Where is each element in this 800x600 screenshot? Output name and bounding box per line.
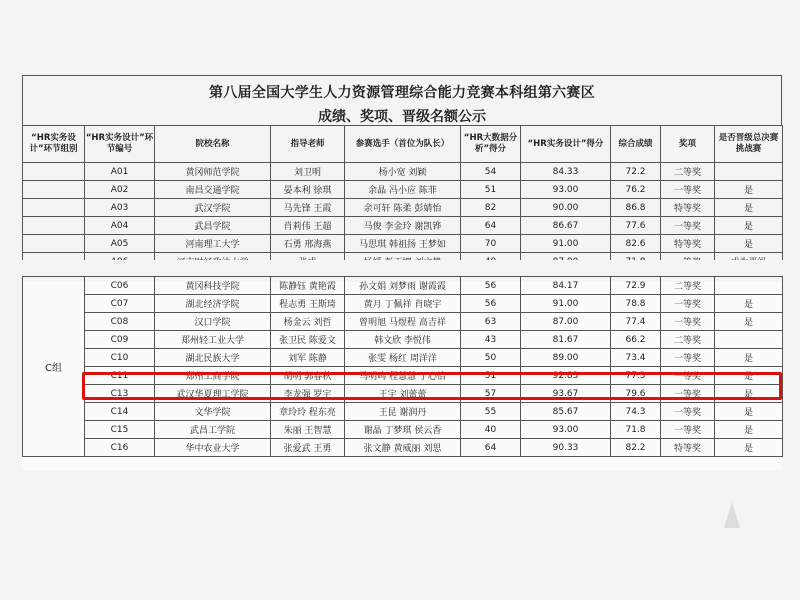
table-title (22, 75, 782, 125)
cell-number: A03 (85, 199, 155, 217)
cell-award: 特等奖 (661, 439, 715, 457)
cell-bigdata-score: 64 (461, 439, 521, 457)
cell-number: C13 (85, 385, 155, 403)
cell-bigdata-score: 57 (461, 385, 521, 403)
cell-group (23, 181, 85, 199)
cell-number: A04 (85, 217, 155, 235)
cell-number: C09 (85, 331, 155, 349)
cell-advance: 是 (715, 349, 783, 367)
cell-practice-score: 93.00 (521, 181, 611, 199)
table-row (23, 349, 783, 367)
cell-advance: 是 (715, 403, 783, 421)
cell-advisor: 张卫民 陈爱文 (271, 331, 345, 349)
cell-players: 马俊 李金玲 谢凯铧 (345, 217, 461, 235)
cell-number: C16 (85, 439, 155, 457)
table-row (23, 421, 783, 439)
cell-number: A01 (85, 163, 155, 181)
cell-practice-score: 89.00 (521, 349, 611, 367)
cell-total-score: 66.2 (611, 331, 661, 349)
cell-number: A02 (85, 181, 155, 199)
cell-advance: 是 (715, 367, 783, 385)
cell-award: 一等奖 (661, 385, 715, 403)
cell-advisor: 胡明 郭春秋 (271, 367, 345, 385)
cell-number: C15 (85, 421, 155, 439)
header-row (23, 126, 783, 163)
cell-advance: 是 (715, 439, 783, 457)
cell-award: 二等奖 (661, 163, 715, 181)
table-row (23, 313, 783, 331)
cell-group (23, 235, 85, 253)
cell-bigdata-score: 51 (461, 367, 521, 385)
cell-advisor: 陈静钰 黄艳霞 (271, 277, 345, 295)
cell-bigdata-score: 82 (461, 199, 521, 217)
cell-bigdata-score: 64 (461, 217, 521, 235)
cell-school: 武汉学院 (155, 199, 271, 217)
cell-group (23, 163, 85, 181)
cell-advance: 是 (715, 217, 783, 235)
cell-players: 韩文欣 李悦伟 (345, 331, 461, 349)
cell-total-score: 72.2 (611, 163, 661, 181)
cell-advisor: 程志勇 王斯琦 (271, 295, 345, 313)
cell-players: 王昆 谢润丹 (345, 403, 461, 421)
cell-total-score: 76.2 (611, 181, 661, 199)
table-row (23, 163, 783, 181)
cell-players: 黄月 丁佩祥 肖晓宇 (345, 295, 461, 313)
cell-advance (715, 277, 783, 295)
header-advance: 是否晋级总决赛挑战赛 (715, 126, 783, 163)
cell-award: 一等奖 (661, 403, 715, 421)
header-advisor: 指导老师 (271, 126, 345, 163)
cell-number: C08 (85, 313, 155, 331)
cell-school: 武汉华夏理工学院 (155, 385, 271, 403)
cell-bigdata-score: 55 (461, 403, 521, 421)
cell-players: 张雯 杨红 周洋洋 (345, 349, 461, 367)
table-row (23, 403, 783, 421)
table-row (23, 181, 783, 199)
cell-award: 一等奖 (661, 421, 715, 439)
cell-total-score: 86.8 (611, 199, 661, 217)
cell-school: 湖北民族大学 (155, 349, 271, 367)
lower-table-body (23, 277, 783, 457)
cell-advisor: 石勇 邢海燕 (271, 235, 345, 253)
cell-total-score: 79.6 (611, 385, 661, 403)
cell-total-score: 74.3 (611, 403, 661, 421)
cell-school: 河南理工大学 (155, 235, 271, 253)
cell-award: 一等奖 (661, 367, 715, 385)
highlight-box (82, 372, 782, 400)
cell-number: C07 (85, 295, 155, 313)
cell-total-score: 77.6 (611, 217, 661, 235)
cell-total-score: 71.8 (611, 421, 661, 439)
cell-advance: 是 (715, 295, 783, 313)
header-total-score: 综合成绩 (611, 126, 661, 163)
cell-total-score: 78.8 (611, 295, 661, 313)
cell-school: 文华学院 (155, 403, 271, 421)
cell-group (23, 199, 85, 217)
title-main: 第八届全国大学生人力资源管理综合能力竞赛本科组第六赛区 (208, 85, 596, 101)
cell-bigdata-score: 40 (461, 421, 521, 439)
watermark-icon (722, 500, 742, 530)
cell-award: 一等奖 (661, 181, 715, 199)
cell-total-score: 73.4 (611, 349, 661, 367)
cell-practice-score: 81.67 (521, 331, 611, 349)
cell-practice-score: 93.00 (521, 421, 611, 439)
results-table-upper (22, 75, 782, 260)
cell-practice-score: 85.67 (521, 403, 611, 421)
upper-table-body (23, 163, 783, 271)
cell-bigdata-score: 63 (461, 313, 521, 331)
cell-advance: 是 (715, 235, 783, 253)
header-players: 参赛选手（首位为队长） (345, 126, 461, 163)
cell-practice-score: 90.00 (521, 199, 611, 217)
region-group-cell: C组 (23, 277, 85, 457)
cell-award: 一等奖 (661, 313, 715, 331)
results-table (22, 125, 783, 271)
cell-practice-score: 84.17 (521, 277, 611, 295)
cell-players: 曾明旭 马煜程 高吉祥 (345, 313, 461, 331)
cell-players: 王宇 刘蕾蕾 (345, 385, 461, 403)
cell-practice-score: 87.00 (521, 313, 611, 331)
results-table-continued (22, 276, 783, 457)
cell-practice-score: 90.33 (521, 439, 611, 457)
table-row (23, 235, 783, 253)
cell-total-score: 72.9 (611, 277, 661, 295)
cell-school: 武昌工学院 (155, 421, 271, 439)
cell-advisor: 晏本利 徐琪 (271, 181, 345, 199)
cell-award: 特等奖 (661, 199, 715, 217)
cell-advance: 是 (715, 421, 783, 439)
cell-school: 华中农业大学 (155, 439, 271, 457)
cell-players: 余可轩 陈柔 彭婧怡 (345, 199, 461, 217)
header-practice-score: “HR实务设计”得分 (521, 126, 611, 163)
table-row (23, 199, 783, 217)
cell-school: 汉口学院 (155, 313, 271, 331)
cell-bigdata-score: 43 (461, 331, 521, 349)
cell-total-score: 77.4 (611, 313, 661, 331)
header-number: “HR实务设计”环节编号 (85, 126, 155, 163)
cell-school: 郑州轻工业大学 (155, 331, 271, 349)
cell-total-score: 82.2 (611, 439, 661, 457)
cell-advisor: 马先锋 王霞 (271, 199, 345, 217)
cell-number: C11 (85, 367, 155, 385)
cell-school: 南昌交通学院 (155, 181, 271, 199)
cell-award: 二等奖 (661, 277, 715, 295)
cell-bigdata-score: 50 (461, 349, 521, 367)
cell-award: 特等奖 (661, 235, 715, 253)
cell-advisor: 李龙强 罗宇 (271, 385, 345, 403)
cell-number: A05 (85, 235, 155, 253)
cell-award: 一等奖 (661, 349, 715, 367)
cell-number: C14 (85, 403, 155, 421)
cell-bigdata-score: 56 (461, 295, 521, 313)
cell-bigdata-score: 56 (461, 277, 521, 295)
cell-players: 马明鸣 程慧慧 丁心怡 (345, 367, 461, 385)
cell-advisor: 章玲玲 程东亮 (271, 403, 345, 421)
cell-total-score: 82.6 (611, 235, 661, 253)
cell-players: 谢晶 丁梦琪 侯云香 (345, 421, 461, 439)
cell-advance (715, 163, 783, 181)
cell-advisor: 杨金云 刘哲 (271, 313, 345, 331)
cell-school: 黄冈科技学院 (155, 277, 271, 295)
cell-advisor: 刘卫明 (271, 163, 345, 181)
cell-practice-score: 92.83 (521, 367, 611, 385)
table-row (23, 295, 783, 313)
cell-school: 黄冈师范学院 (155, 163, 271, 181)
cell-advance: 是 (715, 181, 783, 199)
cell-advance (715, 331, 783, 349)
cell-advance: 是 (715, 385, 783, 403)
header-group: “HR实务设计”环节组别 (23, 126, 85, 163)
cell-award: 二等奖 (661, 331, 715, 349)
cell-practice-score: 93.67 (521, 385, 611, 403)
cell-advisor: 朱丽 王智慧 (271, 421, 345, 439)
cell-school: 湖北经济学院 (155, 295, 271, 313)
cell-award: 一等奖 (661, 295, 715, 313)
cell-bigdata-score: 51 (461, 181, 521, 199)
cell-practice-score: 84.33 (521, 163, 611, 181)
table-row (23, 439, 783, 457)
header-school: 院校名称 (155, 126, 271, 163)
table-row (23, 331, 783, 349)
cell-award: 一等奖 (661, 217, 715, 235)
cell-practice-score: 91.00 (521, 295, 611, 313)
cell-number: C10 (85, 349, 155, 367)
cell-advisor: 张爱武 王勇 (271, 439, 345, 457)
cell-group (23, 217, 85, 235)
cell-bigdata-score: 70 (461, 235, 521, 253)
header-bigdata-score: “HR大数据分析”得分 (461, 126, 521, 163)
cell-players: 孙文娟 刘梦雨 谢霞霞 (345, 277, 461, 295)
cell-number: C06 (85, 277, 155, 295)
cell-practice-score: 91.00 (521, 235, 611, 253)
cell-advance: 是 (715, 313, 783, 331)
table-row (23, 217, 783, 235)
cell-players: 余晶 冯小应 陈菲 (345, 181, 461, 199)
cell-advisor: 刘军 陈静 (271, 349, 345, 367)
cell-practice-score: 86.67 (521, 217, 611, 235)
cell-bigdata-score: 54 (461, 163, 521, 181)
cell-school: 郑州工商学院 (155, 367, 271, 385)
cell-advance: 是 (715, 199, 783, 217)
title-sub: 成绩、奖项、晋级名额公示 (318, 109, 486, 125)
header-award: 奖项 (661, 126, 715, 163)
cell-total-score: 77.3 (611, 367, 661, 385)
cell-advisor: 肖莉伟 王超 (271, 217, 345, 235)
cell-school: 武昌学院 (155, 217, 271, 235)
cell-players: 张文静 黄威丽 刘思 (345, 439, 461, 457)
table-row (23, 277, 783, 295)
cell-players: 杨小宽 刘颖 (345, 163, 461, 181)
cell-players: 马思琪 韩祖扬 王梦如 (345, 235, 461, 253)
